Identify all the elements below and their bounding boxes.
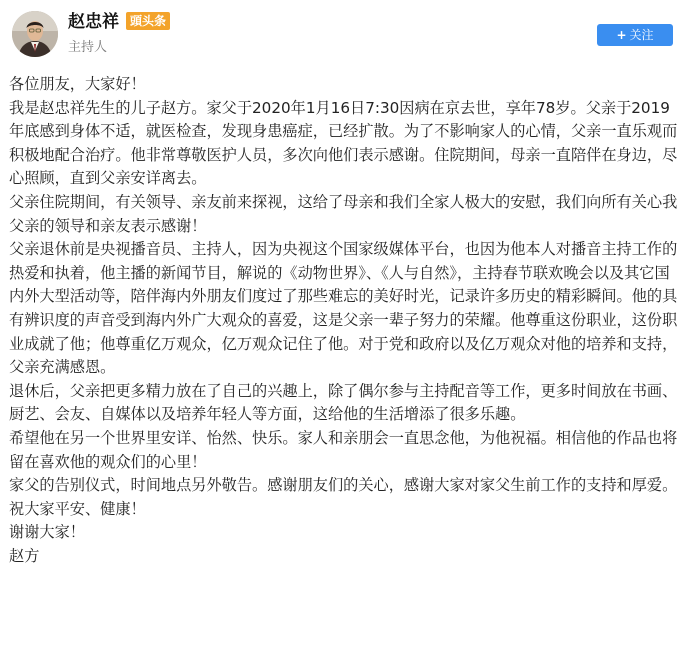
avatar-portrait-icon	[12, 11, 58, 57]
author-role: 主持人	[68, 40, 108, 55]
paragraph: 希望他在另一个世界里安详、怡然、快乐。家人和亲朋会一直思念他，为他祝福。相信他的作品也将留在喜欢他的观众们的心里！	[9, 428, 678, 471]
paragraph: 谢谢大家！	[9, 523, 85, 542]
paragraph: 家父的告别仪式，时间地点另外敬告。感谢朋友们的关心，感谢大家对家父生前工作的支持和厚爱。祝大家平安、健康！	[9, 476, 678, 518]
toutiao-badge: 頭头条	[126, 12, 170, 30]
follow-label: 关注	[629, 28, 654, 42]
signature: 赵方	[9, 546, 40, 565]
avatar[interactable]	[12, 11, 58, 57]
post-content	[9, 73, 684, 568]
plus-icon: +	[616, 28, 627, 42]
paragraph: 退休后，父亲把更多精力放在了自己的兴趣上，除了偶尔参与主持配音等工作，更多时间放在书画、厨艺、会友、自媒体以及培养年轻人等方面，这给他的生活增添了很多乐趣。	[9, 381, 678, 424]
paragraph: 我是赵忠祥先生的儿子赵方。家父于2020年1月16日7:30因病在京去世，享年78岁。父亲于2019年底感到身体不适，就医检查，发现身患癌症，已经扩散。为了不影响家人的心情，父亲一直乐观而积极地配合治疗。他非常尊敬医护人员，多次向他们表示感谢。住院期间，母亲一直陪伴在身边，尽心照顾，直到父亲安详离去。	[9, 98, 678, 188]
paragraph: 各位朋友，大家好！	[9, 75, 146, 93]
paragraph: 父亲住院期间，有关领导、亲友前来探视，这给了母亲和我们全家人极大的安慰，我们向所有关心我父亲的领导和亲友表示感谢！	[9, 192, 678, 235]
follow-button[interactable]	[597, 24, 673, 46]
post-header	[0, 0, 696, 64]
paragraph: 父亲退休前是央视播音员、主持人，因为央视这个国家级媒体平台，也因为他本人对播音主持工作的热爱和执着，他主播的新闻节目，解说的《动物世界》、《人与自然》，主持春节联欢晚会以及其它国内外大型活动等，陪伴海内外朋友们度过了那些难忘的美好时光，记录许多历史的精彩瞬间。他的具有辨识度的声音受到海内外广大观众的喜爱，这是父亲一辈子努力的荣耀。他尊重这份职业，这份职业成就了他；他尊重亿万观众，亿万观众记住了他。对于党和政府以及亿万观众对他的培养和支持，父亲充满感恩。	[9, 240, 678, 377]
author-name[interactable]: 赵忠祥	[68, 12, 119, 32]
